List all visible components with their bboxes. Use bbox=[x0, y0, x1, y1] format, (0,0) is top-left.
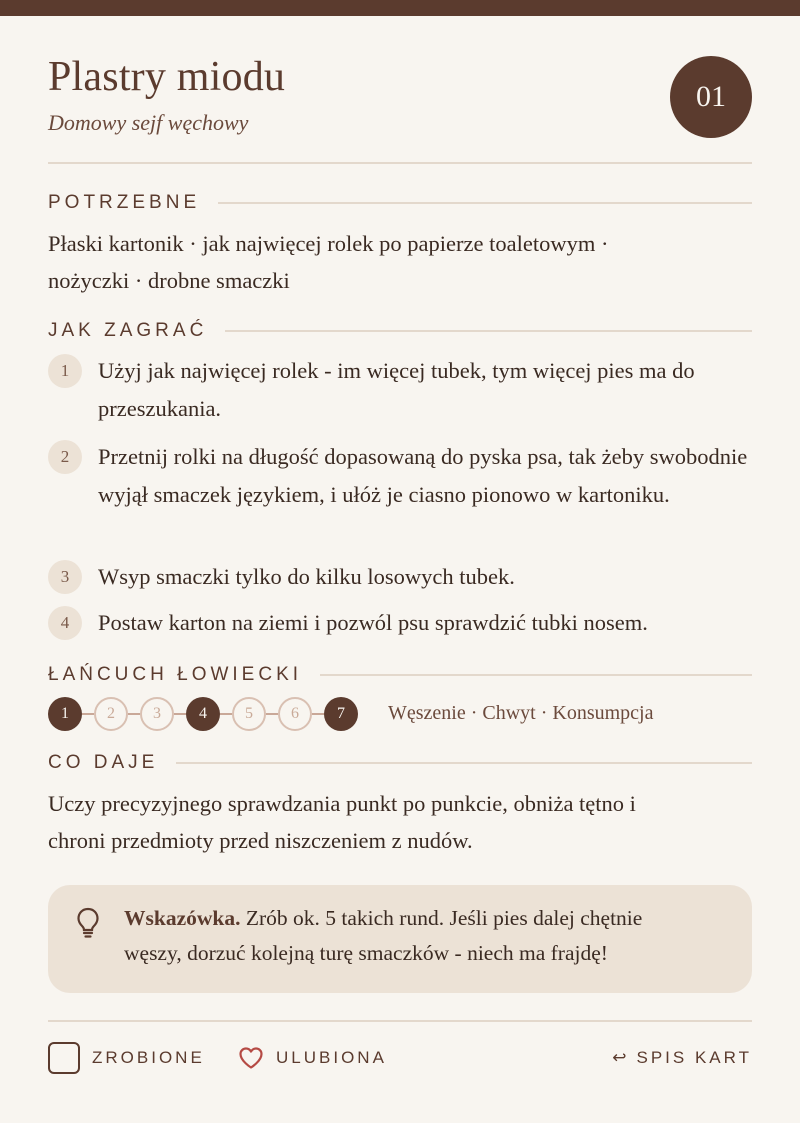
done-toggle[interactable] bbox=[48, 1040, 205, 1076]
chain-step: 1 bbox=[48, 697, 82, 731]
step-item bbox=[48, 558, 758, 596]
benefit-text bbox=[48, 785, 758, 859]
step-item bbox=[48, 438, 758, 514]
tip-line: Zrób ok. 5 takich rund. Jeśli pies dalej chętnie bbox=[240, 906, 643, 930]
chain-connector bbox=[174, 713, 186, 715]
heart-icon[interactable] bbox=[238, 1046, 264, 1070]
card-subtitle: Domowy sejf węchowy bbox=[48, 110, 249, 135]
section-divider bbox=[320, 674, 752, 676]
card-number-badge: 01 bbox=[670, 56, 752, 138]
back-to-index-link[interactable] bbox=[612, 1040, 752, 1076]
done-label: ZROBIONE bbox=[92, 1048, 205, 1067]
chain-step: 2 bbox=[94, 697, 128, 731]
return-arrow-icon: ↩ bbox=[612, 1048, 627, 1067]
section-howto-label: JAK ZAGRAĆ bbox=[48, 320, 208, 341]
section-benefit-header bbox=[48, 752, 752, 774]
needed-text bbox=[48, 225, 758, 299]
chain-connector bbox=[128, 713, 140, 715]
section-divider bbox=[218, 202, 752, 204]
needed-line: Płaski kartonik · jak najwięcej rolek po papierze toaletowym · bbox=[48, 231, 609, 256]
done-checkbox[interactable] bbox=[48, 1042, 80, 1074]
chain-step: 6 bbox=[278, 697, 312, 731]
chain-connector bbox=[266, 713, 278, 715]
card-title: Plastry miodu bbox=[48, 54, 286, 100]
benefit-line: chroni przedmioty przed niszczeniem z nudów. bbox=[48, 828, 473, 853]
chain-summary: Węszenie · Chwyt · Konsumpcja bbox=[388, 702, 654, 724]
chain-step: 5 bbox=[232, 697, 266, 731]
card-header bbox=[48, 52, 752, 164]
back-to-index-label: SPIS KART bbox=[636, 1048, 752, 1067]
favorite-toggle[interactable] bbox=[238, 1040, 387, 1076]
tip-title: Wskazówka. bbox=[124, 906, 241, 930]
chain-connector bbox=[82, 713, 94, 715]
step-item bbox=[48, 604, 758, 642]
section-needed-header bbox=[48, 192, 752, 214]
step-text: Użyj jak najwięcej rolek - im więcej tubek, tym więcej pies ma do przeszukania. bbox=[98, 358, 695, 421]
tip-box bbox=[48, 885, 752, 993]
section-needed-label: POTRZEBNE bbox=[48, 192, 201, 213]
chain-step: 7 bbox=[324, 697, 358, 731]
step-number: 4 bbox=[48, 606, 82, 640]
step-number: 3 bbox=[48, 560, 82, 594]
tip-text bbox=[124, 901, 744, 971]
section-divider bbox=[225, 330, 752, 332]
footer-divider bbox=[48, 1020, 752, 1022]
section-chain-label: ŁAŃCUCH ŁOWIECKI bbox=[48, 664, 303, 685]
top-accent-bar bbox=[0, 0, 800, 16]
chain-step: 4 bbox=[186, 697, 220, 731]
hunting-chain bbox=[48, 696, 358, 732]
step-text: Przetnij rolki na długość dopasowaną do pyska psa, tak żeby swobodnie wyjął smaczek językiem, i ułóż je ciasno pionowo w kartoniku. bbox=[98, 444, 748, 507]
step-text: Postaw karton na ziemi i pozwól psu sprawdzić tubki nosem. bbox=[98, 610, 648, 635]
chain-step: 3 bbox=[140, 697, 174, 731]
header-divider bbox=[48, 162, 752, 164]
section-benefit-label: CO DAJE bbox=[48, 752, 159, 773]
chain-connector bbox=[220, 713, 232, 715]
step-number: 1 bbox=[48, 354, 82, 388]
favorite-label: ULUBIONA bbox=[276, 1048, 387, 1067]
lightbulb-icon bbox=[76, 907, 100, 939]
step-item bbox=[48, 352, 758, 428]
section-howto-header bbox=[48, 320, 752, 342]
benefit-line: Uczy precyzyjnego sprawdzania punkt po punkcie, obniża tętno i bbox=[48, 791, 636, 816]
section-chain-header bbox=[48, 664, 752, 686]
card-footer bbox=[48, 1040, 752, 1076]
step-number: 2 bbox=[48, 440, 82, 474]
step-text: Wsyp smaczki tylko do kilku losowych tubek. bbox=[98, 564, 515, 589]
section-divider bbox=[176, 762, 752, 764]
chain-connector bbox=[312, 713, 324, 715]
needed-line: nożyczki · drobne smaczki bbox=[48, 268, 290, 293]
tip-line: węszy, dorzuć kolejną turę smaczków - niech ma frajdę! bbox=[124, 941, 608, 965]
